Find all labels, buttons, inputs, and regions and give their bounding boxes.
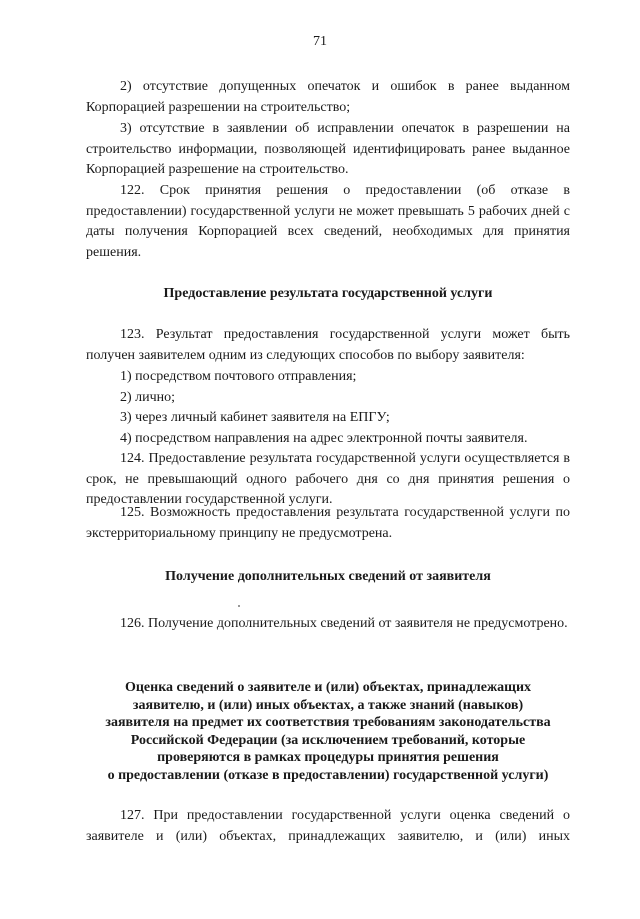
heading-additional-info: Получение дополнительных сведений от заявителя — [165, 569, 491, 584]
paragraph-124: 124. Предоставление результата государственной услуги осуществляется в срок, не превышающий одного рабочего дня со дня принятия решения о предоставлении государственной услуги. — [86, 451, 570, 508]
paragraph-item-2: 2) отсутствие допущенных опечаток и ошибок в ранее выданном Корпорацией разрешении на строительство; — [86, 79, 570, 115]
paragraph-item-3: 3) отсутствие в заявлении об исправлении опечаток в разрешении на строительство информации, позволяющей идентифицировать ранее выданное Корпорацией разрешение на строительство. — [86, 121, 570, 178]
heading-line: заявителя на предмет их соответствия требованиям законодательства — [105, 715, 551, 731]
paragraph-122: 122. Срок принятия решения о предоставлении (об отказе в предоставлении) государственной услуги не может превышать 5 рабочих дней с даты получения Корпорацией всех сведений, необходимых для принятия решения. — [86, 183, 570, 261]
list-item: 2) лично; — [120, 390, 176, 405]
heading-result-provision: Предоставление результата государственной услуги — [163, 286, 493, 301]
paragraph-125: 125. Возможность предоставления результата государственной услуги по экстерриториальному принципу не предусмотрена. — [86, 505, 570, 541]
heading-line: проверяются в рамках процедуры принятия решения — [157, 750, 499, 766]
heading-line: о предоставлении (отказе в предоставлении) государственной услуги) — [107, 767, 549, 783]
heading-line: Российской Федерации (за исключением требований, которые — [130, 732, 526, 748]
page-number: 71 — [313, 34, 327, 49]
list-item: 3) через личный кабинет заявителя на ЕПГУ; — [120, 410, 390, 425]
scan-speck — [238, 605, 240, 607]
paragraph-123: 123. Результат предоставления государственной услуги может быть получен заявителем одним из следующих способов по выбору заявителя: — [86, 327, 570, 363]
paragraph-127: 127. При предоставлении государственной услуги оценка сведений о заявителе и (или) объектах, принадлежащих заявителю, и (или) иных — [86, 808, 570, 844]
paragraph-126: 126. Получение дополнительных сведений от заявителя не предусмотрено. — [120, 616, 568, 631]
list-item: 4) посредством направления на адрес электронной почты заявителя. — [120, 431, 528, 446]
list-item: 1) посредством почтового отправления; — [120, 369, 357, 384]
heading-line: заявителю, и (или) иных объектах, а также знаний (навыков) — [132, 697, 524, 713]
heading-line: Оценка сведений о заявителе и (или) объектах, принадлежащих — [124, 680, 532, 695]
heading-applicant-assessment — [86, 679, 570, 785]
